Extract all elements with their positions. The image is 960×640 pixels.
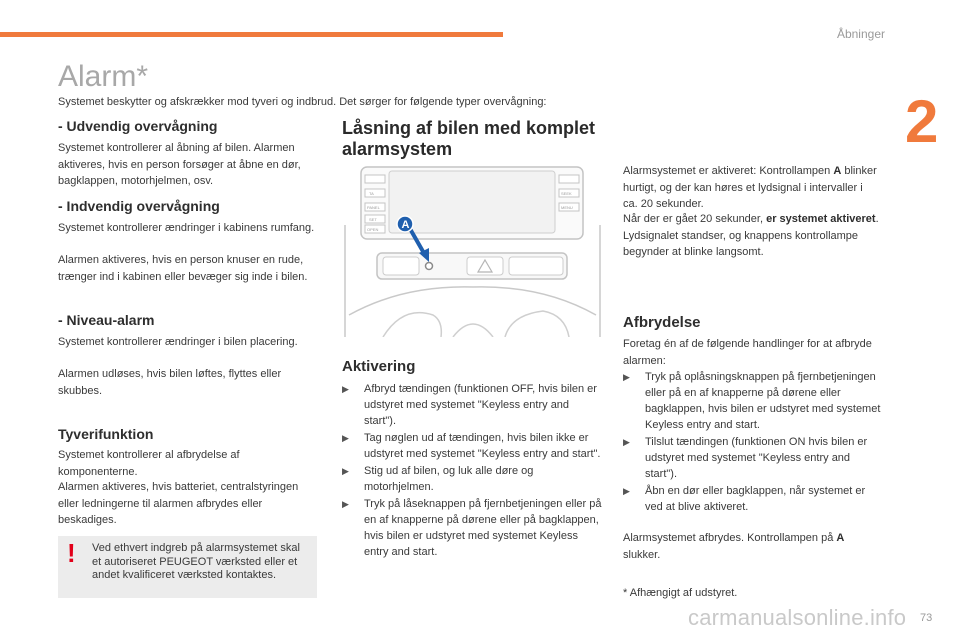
level-paragraph-1: Systemet kontrollerer ændringer i bilen placering. [58,336,298,348]
alarm-button-icon [426,263,433,270]
button-label-panel: PANEL [367,205,380,210]
list-tick-icon: ▶ [342,466,349,476]
list-tick-icon: ▶ [342,384,349,394]
button-label-open: OPEN [367,227,379,232]
button-label-menu: MENU [561,205,573,210]
activation-heading: Aktivering [342,358,416,375]
warning-text: Ved ethvert indgreb på alarmsystemet skal et autoriseret PEUGEOT værksted eller et andet kvalificeret værksted kontaktes. [92,542,300,581]
warning-icon: ! [67,538,76,568]
exterior-heading: - Udvendig overvågning [58,118,218,134]
list-tick-icon: ▶ [342,433,349,443]
activation-item: ▶ Afbryd tændingen (funktionen OFF, hvis bilen er udstyret med systemet "Keyless entry and start"). [342,383,597,427]
section-name: Åbninger [836,27,885,41]
list-tick-icon: ▶ [342,499,349,509]
interruption-heading: Afbrydelse [623,314,701,331]
interruption-intro: Foretag én af de følgende handlinger for at afbryde alarmen: [623,338,872,367]
button-label-ta: TA [369,191,374,196]
activation-item: ▶ Tryk på låseknappen på fjernbetjeningen eller på en af knapperne på dørene eller på bagklappen, hvis bilen er udstyret med systemet Keyless entry and start. [342,498,602,558]
interruption-outro: Alarmsystemet afbrydes. Kontrollampen på A slukker. [623,532,845,561]
interior-heading: - Indvendig overvågning [58,198,220,214]
main-heading: Låsning af bilen med komplet alarmsystem [342,118,596,159]
interruption-item: ▶ Tilslut tændingen (funktionen ON hvis bilen er udstyret med systemet "Keyless entry and start"). [623,436,868,480]
chapter-number: 2 [905,88,939,155]
activation-item: ▶ Tag nøglen ud af tændingen, hvis bilen ikke er udstyret med systemet "Keyless entry and start". [342,432,601,460]
antitheft-heading: Tyverifunktion [58,426,154,442]
callout-a-label: A [401,219,410,231]
activation-item: ▶ Stig ud af bilen, og luk alle døre og motorhjelmen. [342,465,534,493]
antitheft-paragraph-1: Systemet kontrollerer al afbrydelse af komponenterne. [58,449,240,478]
button-label-set: SET [369,217,377,222]
list-tick-icon: ▶ [623,486,630,496]
activation-list [342,381,604,560]
level-paragraph-2: Alarmen udløses, hvis bilen løftes, flyttes eller skubbes. [58,368,282,397]
interior-paragraph-2: Alarmen aktiveres, hvis en person knuser en rude, trænger ind i kabinen eller bevæger sig inde i bilen. [58,254,308,283]
list-tick-icon: ▶ [623,437,630,447]
page-title: Alarm* [58,60,149,93]
page-number: 73 [920,612,933,624]
interior-paragraph-1: Systemet kontrollerer ændringer i kabinens rumfang. [58,222,315,234]
exterior-paragraph: Systemet kontrollerer al åbning af bilen. Alarmen aktiveres, hvis en person forsøger at åbne en dør, bagklappen, motorhjelmen, osv. [58,142,301,187]
status-paragraph-2: Når der er gået 20 sekunder, er systemet aktiveret. Lydsignalet standser, og knappens kontrollampe begynder at blinke langsomt. [623,213,879,258]
watermark: carmanualsonline.info [688,605,907,630]
interruption-item: ▶ Tryk på oplåsningsknappen på fjernbetjeningen eller på en af knapperne på dørene eller bagklappen, hvis bilen er udstyret med systemet Keyless entry and start. [623,371,881,431]
button-label-seek: SEEK [561,191,572,196]
antitheft-paragraph-2: Alarmen aktiveres, hvis batteriet, centralstyringen eller ledningerne til alarmen afbrydes eller beskadiges. [58,481,299,526]
footnote: * Afhængigt af udstyret. [623,587,738,599]
header-accent-bar [0,32,503,37]
list-tick-icon: ▶ [623,372,630,382]
interruption-item: ▶ Åbn en dør eller bagklappen, når systemet er ved at blive aktiveret. [623,485,866,513]
level-heading: - Niveau-alarm [58,312,155,328]
page-intro: Systemet beskytter og afskrækker mod tyveri og indbrud. Det sørger for følgende typer overvågning: [58,96,547,108]
interruption-list [623,369,885,515]
status-paragraph-1: Alarmsystemet er aktiveret: Kontrollampen A blinker hurtigt, og der kan høres et lydsignal i intervaller i ca. 20 sekunder. [623,165,877,210]
dashboard-illustration [343,165,602,337]
